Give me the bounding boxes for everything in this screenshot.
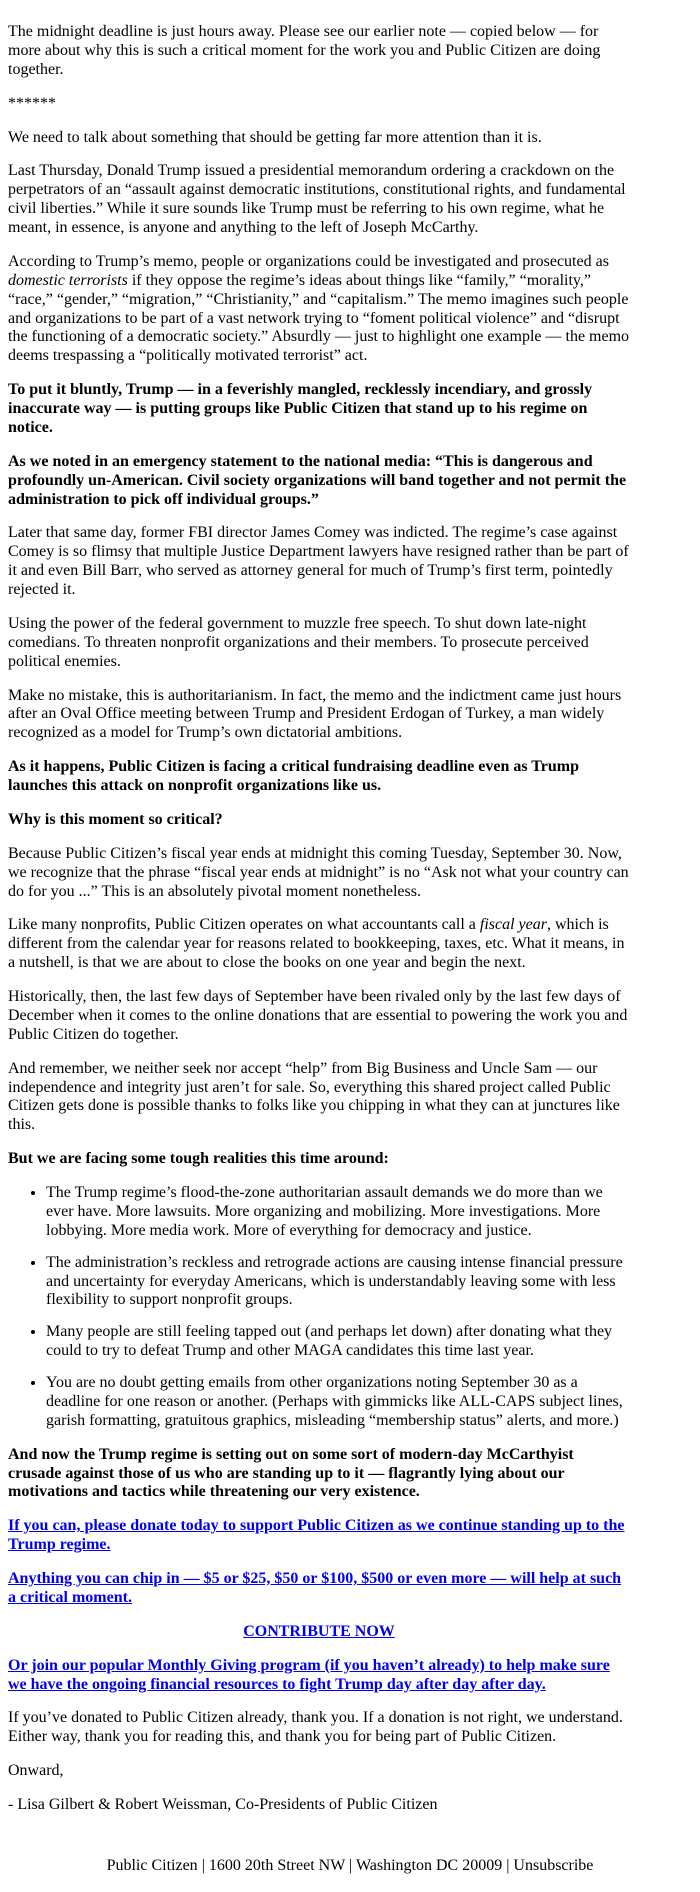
text-run: Onward, (8, 1762, 64, 1780)
text-run: Last Thursday, Donald Trump issued a presidential memorandum ordering a crackdown on the perpetrators of an “assault against democratic institutions, constitutional rights, and fundamental civil liberties.” While it sure sounds like Trump must be referring to his own regime, what he meant, in essence, is anyone and anything to the left of Joseph McCarthy. (8, 162, 626, 236)
bold-paragraph (8, 1446, 630, 1503)
bold-paragraph (8, 758, 630, 796)
bold-paragraph (8, 811, 630, 830)
footer-separator: | (201, 1856, 205, 1874)
body-paragraph (8, 916, 630, 973)
text-run: If you’ve donated to Public Citizen already, thank you. If a donation is not right, we understand. Either way, thank you for reading this, and thank you for being part of Public Citizen. (8, 1709, 623, 1746)
text-run: If you can, please donate today to support Public Citizen as we continue standing up to the Trump regime. (8, 1517, 625, 1554)
footer (8, 1857, 692, 1876)
body-paragraph (8, 615, 630, 672)
body-paragraph (8, 988, 630, 1045)
text-run: if they oppose the regime’s ideas about things like “family,” “morality,” “race,” “gender,” “migration,” “Christianity,” and “capitalism.” The memo imagines such people and organizations to be part of a vast network trying to “foment political violence” and “disrupt the functioning of a democratic society.” Absurdly — just to highlight one example — the memo deems trespassing a “politically motivated terrorist” act. (8, 271, 630, 365)
asterisk-divider (8, 95, 630, 114)
body-paragraph (8, 162, 630, 238)
bold-paragraph (8, 381, 630, 438)
text-run: Many people are still feeling tapped out (and perhaps let down) after donating what they could to try to defeat Trump and other MAGA candidates this time last year. (46, 1323, 613, 1360)
bullet-item (46, 1323, 630, 1361)
body-paragraph (8, 845, 630, 902)
bullet-item (46, 1184, 630, 1241)
body-paragraph (8, 687, 630, 744)
body-paragraph (8, 253, 630, 366)
text-run: Or join our popular Monthly Giving program (if you haven’t already) to help make sure we have the ongoing financial resources to fight Trump day after day after day. (8, 1656, 610, 1693)
body-paragraph (8, 1709, 630, 1747)
monthly-giving-link[interactable] (8, 1657, 610, 1693)
text-run: Because Public Citizen’s fiscal year ends at midnight this coming Tuesday, September 30. Now, we recognize that the phrase “fiscal year ends at midnight” is no “Ask not what your country can do for you ...” This is an absolutely pivotal moment nonetheless. (8, 844, 629, 900)
bullet-item (46, 1254, 630, 1311)
text-run: To put it bluntly, Trump — in a feverishly mangled, recklessly incendiary, and grossly inaccurate way — is putting groups like Public Citizen that stand up to his regime on notice. (8, 381, 593, 436)
tough-realities-list (8, 1184, 630, 1431)
italic-text-run: domestic terrorists (8, 271, 128, 289)
body-paragraph (8, 1762, 630, 1781)
unsubscribe-link[interactable]: Unsubscribe (513, 1856, 594, 1874)
text-run: According to Trump’s memo, people or organizations could be investigated and prosecuted as (8, 252, 609, 270)
deadline-intro-paragraph (8, 23, 630, 80)
body-paragraph (8, 524, 630, 600)
text-run: CONTRIBUTE NOW (243, 1622, 395, 1640)
footer-separator: | (349, 1856, 353, 1874)
text-run: The administration’s reckless and retrograde actions are causing intense financial pressure and uncertainty for everyday Americans, which is understandably leaving some with less flexibility to support nonprofit groups. (46, 1253, 623, 1309)
text-run: Why is this moment so critical? (8, 810, 223, 828)
text-run: The midnight deadline is just hours away. Please see our earlier note — copied below — for more about why this is such a critical moment for the work you and Public Citizen are doing together. (8, 23, 601, 78)
monthly-giving-link-paragraph (8, 1657, 630, 1695)
email-body (8, 23, 630, 1815)
footer-address: 1600 20th Street NW (208, 1856, 346, 1874)
text-run: Like many nonprofits, Public Citizen operates on what accountants call a (8, 916, 480, 934)
contribute-now-link-paragraph (8, 1623, 630, 1642)
signature-paragraph (8, 1796, 630, 1815)
text-run: ****** (8, 94, 56, 112)
donate-today-link-paragraph (8, 1517, 630, 1555)
text-run: As we noted in an emergency statement to the national media: “This is dangerous and profoundly un-American. Civil society organizations will band together and not permit the administration to pick off individual groups.” (8, 452, 627, 508)
text-run: , which is different from the calendar year for reasons related to bookkeeping, taxes, etc. What it means, in a nutshell, is that we are about to close the books on one year and begin the next. (8, 916, 625, 972)
footer-city: Washington DC 20009 (355, 1856, 503, 1874)
text-run: We need to talk about something that should be getting far more attention than it is. (8, 128, 542, 146)
bullet-item (46, 1374, 630, 1431)
body-paragraph (8, 129, 630, 148)
body-paragraph (8, 1060, 630, 1136)
italic-text-run: fiscal year (479, 916, 547, 934)
bold-paragraph (8, 453, 630, 510)
donate-today-link[interactable] (8, 1517, 625, 1553)
contribute-now-link[interactable] (243, 1623, 395, 1640)
text-run: Using the power of the federal government to muzzle free speech. To shut down late-night comedians. To threaten nonprofit organizations and their members. To prosecute perceived political enemies. (8, 614, 589, 670)
chip-in-amounts-link-paragraph (8, 1570, 630, 1608)
text-run: Make no mistake, this is authoritarianism. In fact, the memo and the indictment came just hours after an Oval Office meeting between Trump and President Erdogan of Turkey, a man widely recognized as a model for Trump’s own dictatorial ambitions. (8, 686, 622, 742)
text-run: As it happens, Public Citizen is facing a critical fundraising deadline even as Trump launches this attack on nonprofit organizations like us. (8, 758, 580, 794)
text-run: And now the Trump regime is setting out on some sort of modern-day McCarthyist crusade against those of us who are standing up to it — flagrantly lying about our motivations and tactics while threatening our very existence. (8, 1445, 574, 1501)
text-run: Historically, then, the last few days of September have been rivaled only by the last few days of December when it comes to the online donations that are essential to powering the work you and Public Citizen do together. (8, 988, 628, 1043)
text-run: The Trump regime’s flood-the-zone authoritarian assault demands we do more than we ever have. More lawsuits. More organizing and mobilizing. More investigations. More lobbying. More media work. More of everything for democracy and justice. (46, 1184, 603, 1239)
bold-paragraph (8, 1150, 630, 1169)
text-run: But we are facing some tough realities this time around: (8, 1150, 389, 1168)
text-run: Later that same day, former FBI director James Comey was indicted. The regime’s case against Comey is so flimsy that multiple Justice Department lawyers have resigned rather than be part of it and even Bill Barr, who served as attorney general for much of Trump’s first term, pointedly rejected it. (8, 524, 629, 598)
text-run: And remember, we neither seek nor accept “help” from Big Business and Uncle Sam — our independence and integrity just aren’t for sale. So, everything this shared project called Public Citizen gets done is possible thanks to folks like you chipping in what they can at junctures like this. (8, 1059, 620, 1134)
text-run: - Lisa Gilbert & Robert Weissman, Co-Presidents of Public Citizen (8, 1796, 438, 1813)
footer-separator: | (506, 1856, 510, 1874)
footer-org: Public Citizen (106, 1856, 198, 1874)
chip-in-amounts-link[interactable] (8, 1570, 621, 1606)
text-run: Anything you can chip in — $5 or $25, $50 or $100, $500 or even more — will help at such a critical moment. (8, 1570, 622, 1606)
text-run: You are no doubt getting emails from other organizations noting September 30 as a deadline for one reason or another. (Perhaps with gimmicks like ALL-CAPS subject lines, garish formatting, gratuitous graphics, misleading “membership status” alerts, and more.) (46, 1374, 623, 1429)
